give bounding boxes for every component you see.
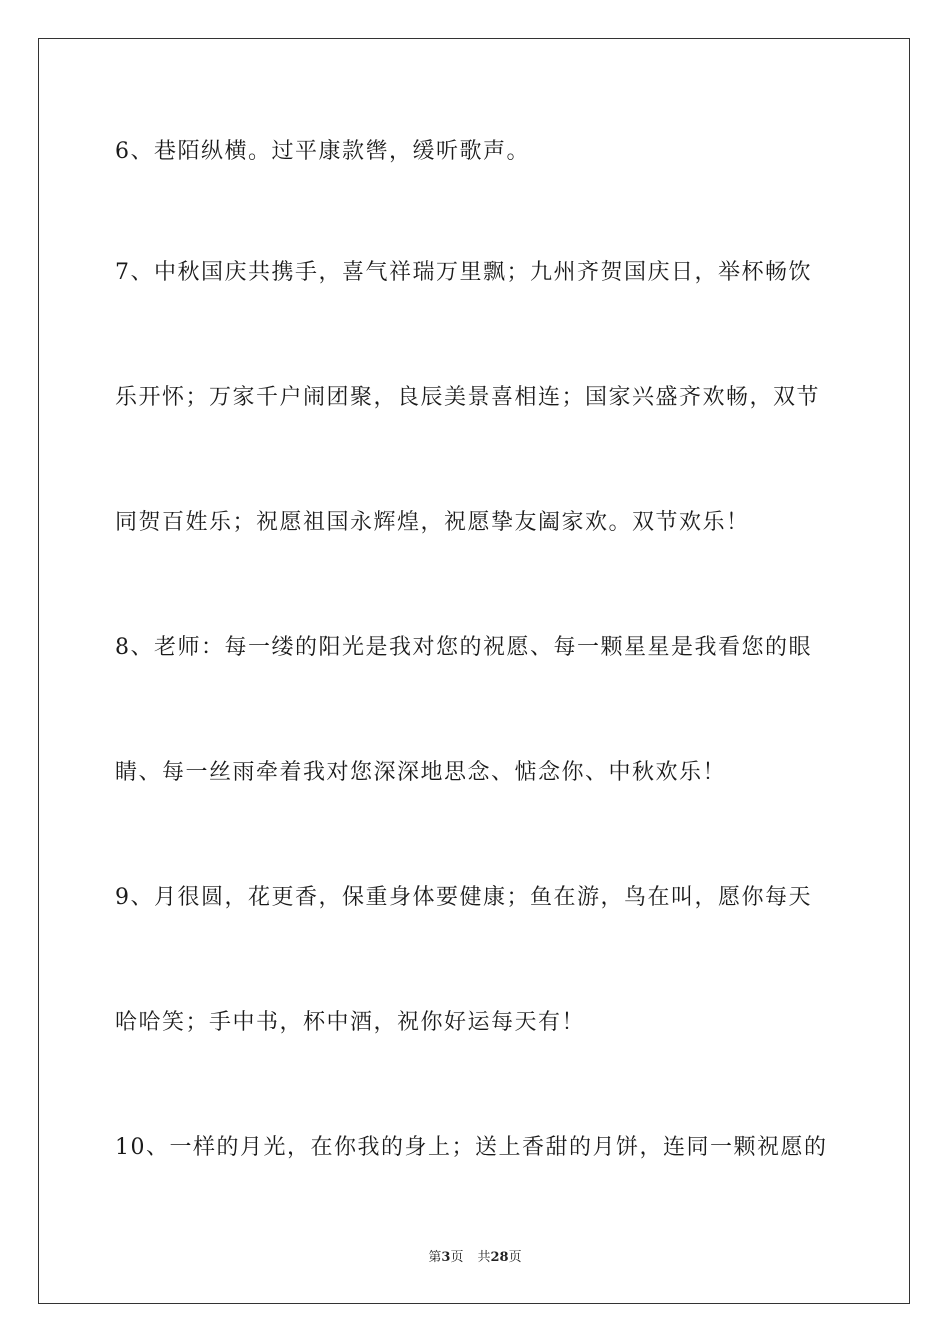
total-pages: 28 [490, 1250, 509, 1265]
total-prefix: 共 [477, 1250, 491, 1265]
text-line: 7、中秋国庆共携手，喜气祥瑞万里飘；九州齐贺国庆日，举杯畅饮 [115, 260, 812, 285]
text-line: 同贺百姓乐；祝愿祖国永辉煌，祝愿挚友阖家欢。双节欢乐！ [115, 510, 750, 535]
text-line: 睛、每一丝雨牵着我对您深深地思念、惦念你、中秋欢乐！ [115, 760, 727, 785]
text-line: 9、月很圆，花更香，保重身体要健康；鱼在游，鸟在叫，愿你每天 [115, 885, 812, 910]
text-line: 6、巷陌纵横。过平康款辔，缓听歌声。 [115, 139, 530, 164]
text-line: 8、老师：每一缕的阳光是我对您的祝愿、每一颗星星是我看您的眼 [115, 635, 812, 660]
text-line: 乐开怀；万家千户闹团聚，良辰美景喜相连；国家兴盛齐欢畅，双节 [115, 385, 821, 410]
page-suffix: 页 [450, 1250, 464, 1265]
page-prefix: 第 [428, 1250, 442, 1265]
page-number: 3 [441, 1250, 451, 1265]
page-footer [0, 1246, 950, 1265]
text-line: 10、一样的月光，在你我的身上；送上香甜的月饼，连同一颗祝愿的 [115, 1135, 828, 1160]
page-frame [38, 38, 910, 1304]
text-line: 哈哈笑；手中书，杯中酒，祝你好运每天有！ [115, 1010, 586, 1035]
total-suffix: 页 [508, 1250, 522, 1265]
